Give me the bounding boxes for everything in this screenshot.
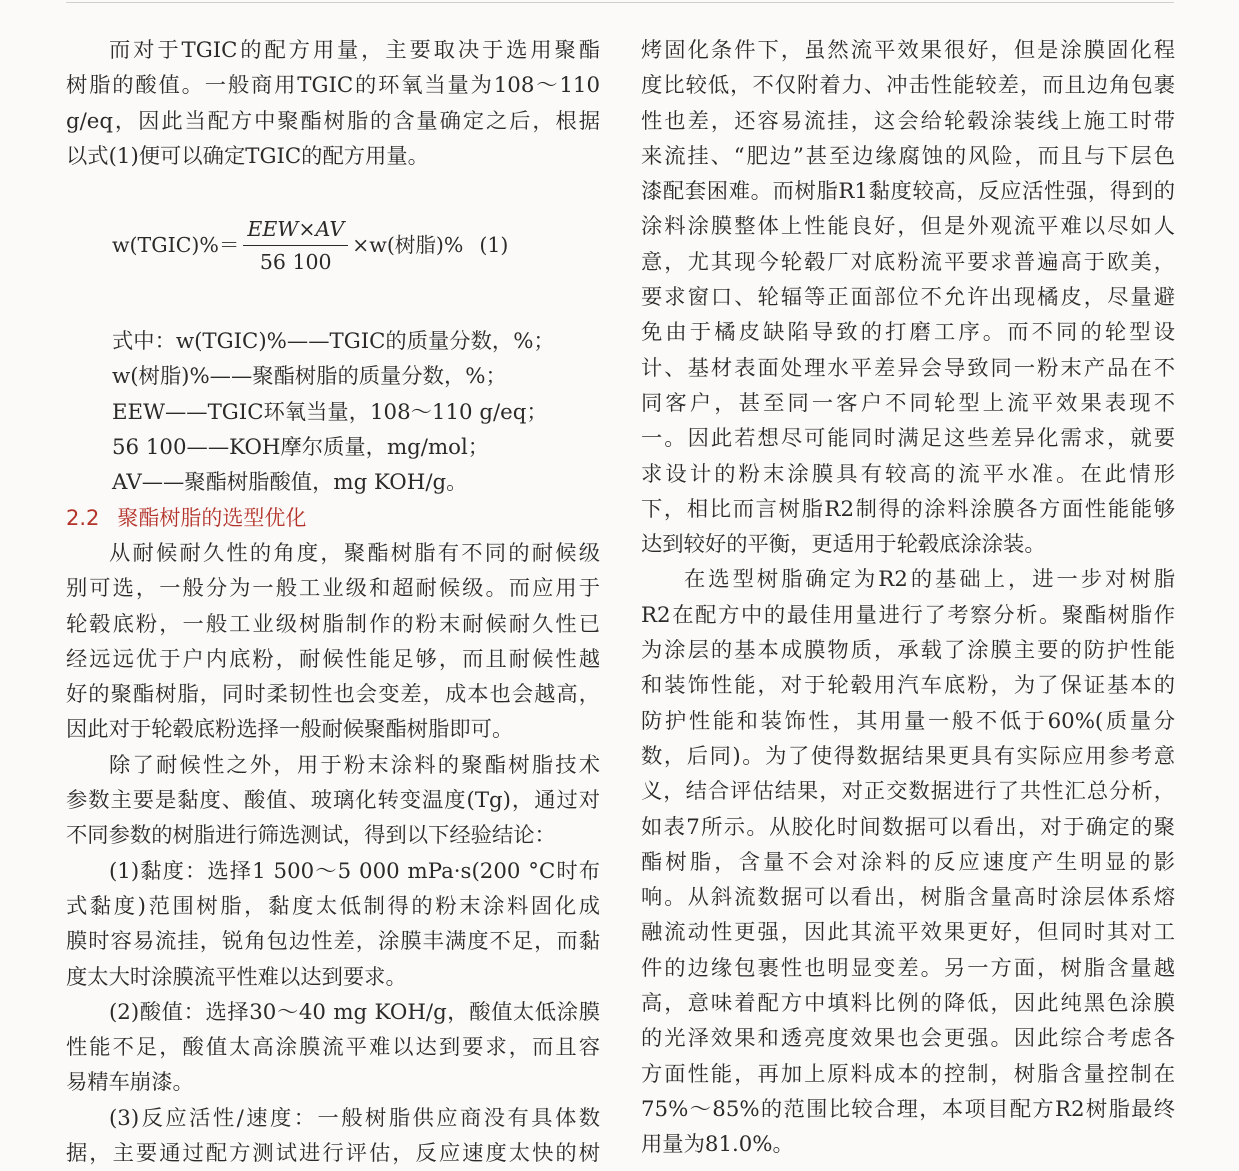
text-line: (2)酸值：选择30～40 mg KOH/g，酸值太低涂膜 — [109, 999, 600, 1025]
text-line: 式黏度)范围树脂，黏度太低制得的粉末涂料固化成 — [66, 893, 600, 919]
text-line: 树脂的酸值。一般商用TGIC的环氧当量为108～110 — [66, 73, 600, 99]
paragraph-resin-comparison — [641, 33, 1175, 562]
text-line: (3)反应活性/速度：一般树脂供应商没有具体数 — [109, 1105, 600, 1131]
text-line: 经远远优于户内底粉，耐候性能足够，而且耐候性越 — [66, 646, 600, 672]
text-line: 用量为81.0%。 — [641, 1132, 794, 1158]
section-title: 聚酯树脂的选型优化 — [117, 505, 307, 530]
legend-line: EEW——TGIC环氧当量，108～110 g/eq； — [112, 399, 548, 425]
legend-line: AV——聚酯树脂酸值，mg KOH/g。 — [112, 470, 468, 496]
section-heading — [66, 501, 600, 536]
paragraph-resin-dosage — [641, 562, 1175, 1162]
text-line: 为涂层的基本成膜物质，承载了涂膜主要的防护性能 — [641, 638, 1175, 664]
text-line: 融流动性更强，因此其流平效果更好，但同时其对工 — [641, 920, 1175, 946]
text-line: 的光泽效果和透亮度效果也会更强。因此综合考虑各 — [641, 1026, 1175, 1052]
text-line: 来流挂、“肥边”甚至边缘腐蚀的风险，而且与下层色 — [641, 143, 1175, 169]
text-line: 据，主要通过配方测试进行评估，反应速度太快的树 — [66, 1141, 600, 1167]
text-line: 好的聚酯树脂，同时柔韧性也会变差，成本也会越高， — [66, 682, 600, 708]
text-line: 性也差，还容易流挂，这会给轮毂涂装线上施工时带 — [641, 108, 1175, 134]
text-line: 以式(1)便可以确定TGIC的配方用量。 — [66, 143, 429, 169]
equation-numerator: EEW×AV — [243, 215, 348, 246]
top-rule — [66, 2, 1174, 3]
text-line: 方面性能，再加上原料成本的控制，树脂含量控制在 — [641, 1061, 1175, 1087]
text-line: 响。从斜流数据可以看出，树脂含量高时涂层体系熔 — [641, 885, 1175, 911]
text-line: 度太大时涂膜流平性难以达到要求。 — [66, 964, 407, 990]
text-line: 75%～85%的范围比较合理，本项目配方R2树脂最终 — [641, 1096, 1175, 1122]
text-line: 达到较好的平衡，更适用于轮毂底涂涂装。 — [641, 532, 1046, 558]
text-line: 参数主要是黏度、酸值、玻璃化转变温度(Tg)，通过对 — [66, 788, 600, 814]
equation-lhs: w(TGIC)%＝ — [112, 232, 240, 257]
equation-1 — [66, 210, 600, 280]
legend-line: w(树脂)%——聚酯树脂的质量分数，%； — [112, 364, 507, 390]
text-line: 轮毂底粉，一般工业级树脂制作的粉末耐候耐久性已 — [66, 611, 600, 637]
text-line: 在选型树脂确定为R2的基础上，进一步对树脂 — [684, 567, 1175, 593]
text-line: g/eq，因此当配方中聚酯树脂的含量确定之后，根据 — [66, 108, 600, 134]
text-line: 件的边缘包裹性也明显变差。另一方面，树脂含量越 — [641, 955, 1175, 981]
equation-number: (1) — [479, 232, 509, 257]
text-line: 和装饰性能，对于轮毂用汽车底粉，为了保证基本的 — [641, 673, 1175, 699]
left-column — [66, 33, 600, 1171]
equation-fraction — [243, 215, 348, 276]
text-line: 义，结合评估结果，对正交数据进行了共性汇总分析， — [641, 779, 1175, 805]
paragraph-tgic-dosage — [66, 33, 600, 174]
text-line: 下，相比而言树脂R2制得的涂料涂膜各方面性能能够 — [641, 496, 1175, 522]
text-line: 漆配套困难。而树脂R1黏度较高，反应活性强，得到的 — [641, 179, 1175, 205]
text-line: 性能不足，酸值太高涂膜流平难以达到要求，而且容 — [66, 1035, 600, 1061]
equation-denominator: 56 100 — [259, 249, 332, 274]
text-line: 酯树脂，含量不会对涂料的反应速度产生明显的影 — [641, 849, 1175, 875]
section-number: 2.2 — [66, 505, 100, 530]
text-line: 同客户，甚至同一客户不同轮型上流平效果表现不 — [641, 390, 1175, 416]
text-line: 除了耐候性之外，用于粉末涂料的聚酯树脂技术 — [109, 752, 600, 778]
text-line: R2在配方中的最佳用量进行了考察分析。聚酯树脂作 — [641, 602, 1175, 628]
text-line: 膜时容易流挂，锐角包边性差，涂膜丰满度不足，而黏 — [66, 929, 600, 955]
text-line: 数，后同)。为了使得数据结果更具有实际应用参考意 — [641, 743, 1175, 769]
text-line: (1)黏度：选择1 500～5 000 mPa·s(200 °C时布 — [109, 858, 600, 884]
text-line: 烤固化条件下，虽然流平效果很好，但是涂膜固化程 — [641, 38, 1175, 63]
text-line: 要求窗口、轮辐等正面部位不允许出现橘皮，尽量避 — [641, 285, 1175, 311]
text-line: 别可选，一般分为一般工业级和超耐候级。而应用于 — [66, 576, 600, 602]
right-column — [641, 33, 1175, 1163]
text-line: 不同参数的树脂进行筛选测试，得到以下经验结论： — [66, 823, 556, 849]
paragraph-reactivity — [66, 1101, 600, 1171]
paragraph-acid-value — [66, 995, 600, 1101]
paragraph-viscosity — [66, 854, 600, 995]
text-line: 意，尤其现今轮毂厂对底粉流平要求普遍高于欧美， — [641, 249, 1175, 275]
text-line: 度比较低，不仅附着力、冲击性能较差，而且边角包裹 — [641, 73, 1175, 99]
text-line: 涂料涂膜整体上性能良好，但是外观流平难以尽如人 — [641, 214, 1175, 240]
text-line: 从耐候耐久性的角度，聚酯树脂有不同的耐候级 — [109, 540, 600, 566]
text-line: 易精车崩漆。 — [66, 1070, 194, 1096]
text-line: 计、基材表面处理水平差异会导致同一粉末产品在不 — [641, 355, 1175, 381]
text-line: 求设计的粉末涂膜具有较高的流平水准。在此情形 — [641, 461, 1175, 487]
equation-legend — [66, 324, 600, 500]
legend-line: 式中：w(TGIC)%——TGIC的质量分数，%； — [112, 329, 555, 355]
text-line: 如表7所示。从胶化时间数据可以看出，对于确定的聚 — [641, 814, 1175, 840]
text-line: 因此对于轮毂底粉选择一般耐候聚酯树脂即可。 — [66, 717, 514, 743]
legend-line: 56 100——KOH摩尔质量，mg/mol； — [112, 435, 490, 461]
text-line: 防护性能和装饰性，其用量一般不低于60%(质量分 — [641, 708, 1175, 734]
paragraph-weatherability — [66, 536, 600, 748]
text-line: 免由于橘皮缺陷导致的打磨工序。而不同的轮型设 — [641, 320, 1175, 346]
text-line: 高，意味着配方中填料比例的降低，因此纯黑色涂膜 — [641, 991, 1175, 1017]
text-line: 一。因此若想尽可能同时满足这些差异化需求，就要 — [641, 426, 1175, 452]
text-line: 而对于TGIC的配方用量，主要取决于选用聚酯 — [109, 38, 600, 63]
paragraph-parameters — [66, 748, 600, 854]
equation-rhs: ×w(树脂)% — [352, 232, 464, 257]
